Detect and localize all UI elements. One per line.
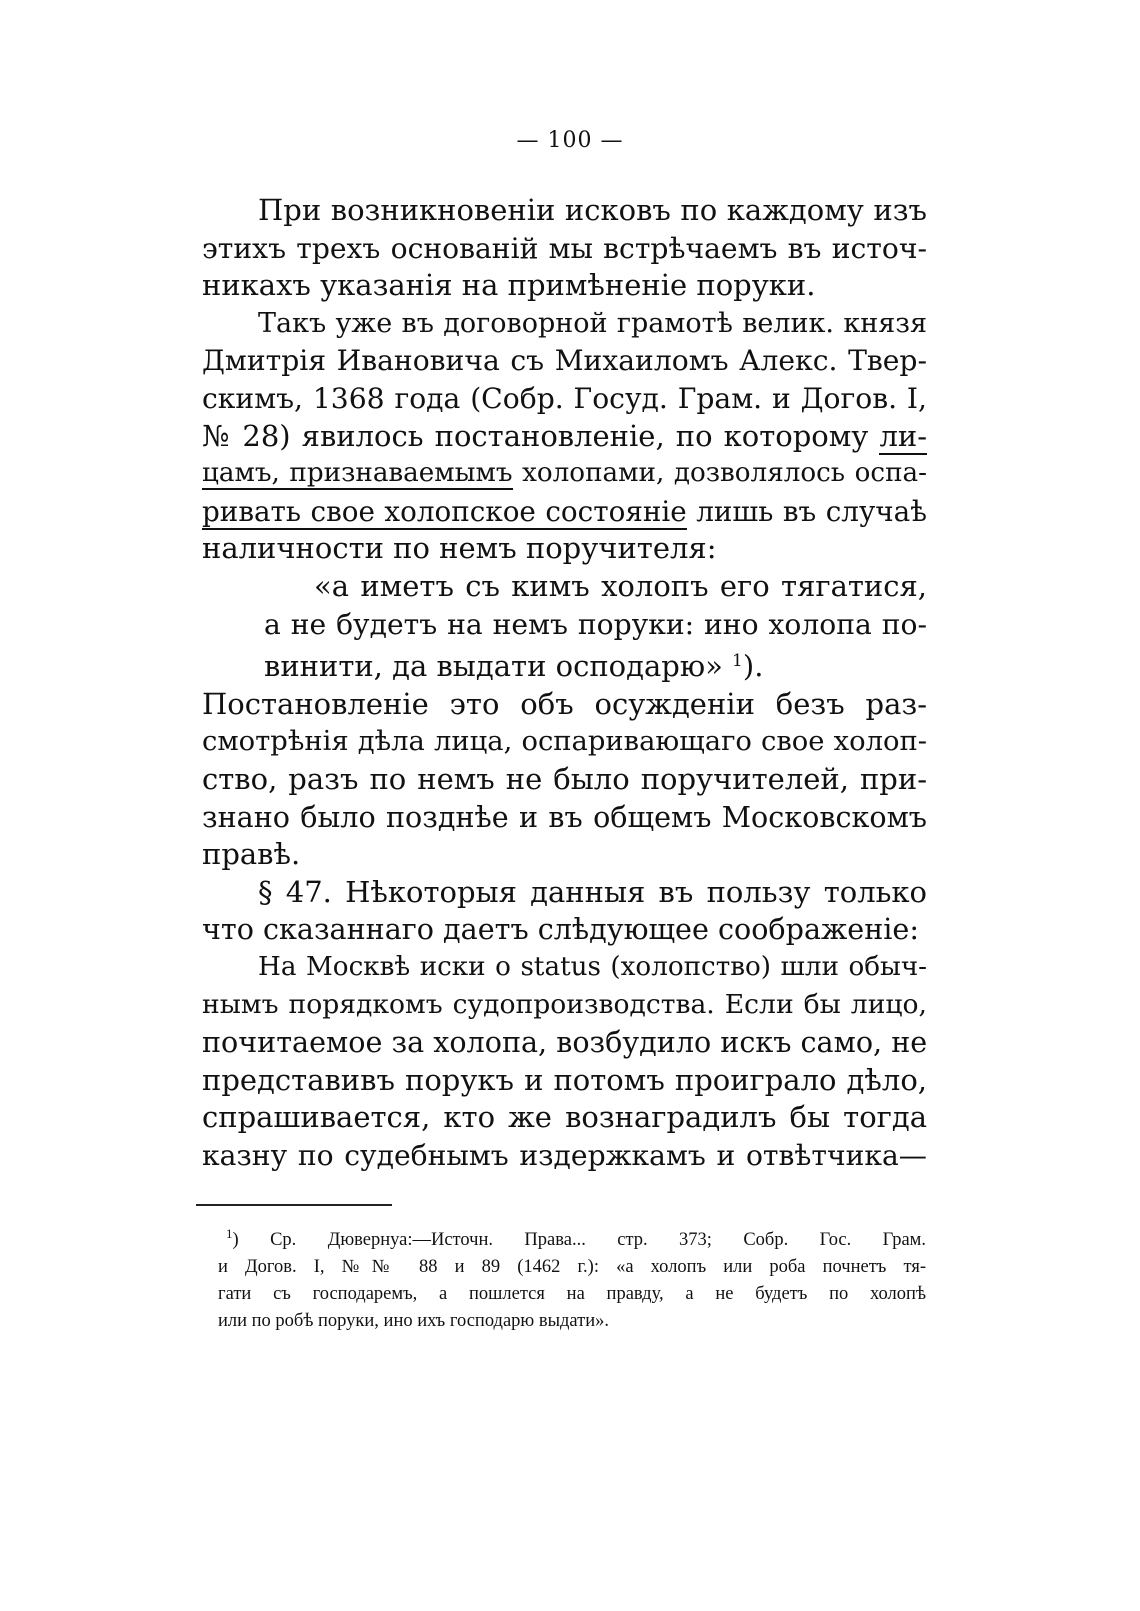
text-line	[202, 418, 927, 456]
text-line: ство, разъ по немъ не было поручителей, при-	[202, 761, 927, 796]
footnote-line: и Догов. I, №№ 88 и 89 (1462 г.): «а холопъ или роба почнетъ тя-	[218, 1257, 926, 1277]
text-line: нымъ порядкомъ судопроизводства. Если бы лицо,	[202, 989, 927, 1021]
text-line: При возникновеніи исковъ по каждому изъ	[258, 193, 927, 227]
footnote	[218, 1220, 926, 1335]
underlined-fragment: ривать свое холопское состояніе	[202, 494, 687, 528]
text-fragment: холопами, дозволялось оспа-	[512, 458, 927, 489]
text-line: знано было позднѣе и въ общемъ Московскомъ	[202, 799, 927, 834]
underlined-fragment: ли-	[879, 418, 927, 453]
quote-line: «а иметъ съ кимъ холопъ его тягатися,	[314, 568, 927, 603]
section-heading-line: § 47. Нѣкоторыя данныя въ пользу только	[258, 874, 927, 909]
text-line: Такъ уже въ договорной грамотѣ велик. князя	[258, 307, 927, 339]
text-fragment: винити, да выдати осподарю»	[264, 649, 723, 684]
quote-line	[202, 643, 927, 686]
text-line: наличности по немъ поручителя:	[202, 531, 717, 566]
text-fragment: ) Ср. Дювернуа:—Источн. Права... стр. 373; Собр. Гос. Грам.	[232, 1230, 926, 1250]
footnote-divider	[196, 1204, 392, 1206]
text-fragment: ).	[742, 649, 764, 684]
text-line	[202, 493, 927, 531]
text-line: смотрѣнія дѣла лица, оспаривающаго свое холоп-	[202, 726, 927, 758]
text-line: почитаемое за холопа, возбудило искъ само, не	[202, 1025, 927, 1060]
underlined-fragment: цамъ, признаваемымъ	[202, 458, 513, 489]
text-line: представивъ порукъ и потомъ проиграло дѣло,	[202, 1062, 927, 1097]
text-line: правѣ.	[202, 837, 301, 872]
page-number: — 100 —	[516, 128, 624, 153]
text-line: никахъ указанія на примѣненіе поруки.	[202, 268, 816, 303]
text-line: Постановленіе это объ осужденіи безъ раз-	[202, 686, 927, 721]
text-fragment: № 28) явилось постановленіе, по которому	[202, 418, 869, 453]
text-line: спрашивается, кто же вознаградилъ бы тогда	[202, 1100, 927, 1135]
quotation	[202, 568, 927, 686]
footnote-line: или по робѣ поруки, ино ихъ господарю выдати».	[218, 1311, 610, 1331]
main-text	[202, 192, 927, 1174]
paragraph-2	[202, 305, 927, 568]
paragraph-1	[202, 192, 927, 305]
footnote-marker: 1	[226, 1226, 233, 1241]
text-line	[202, 455, 927, 493]
footnote-line	[218, 1220, 926, 1254]
text-line: скимъ, 1368 года (Собр. Госуд. Грам. и Догов. I,	[202, 381, 927, 415]
footnote-line: гати съ господаремъ, а пошлется на правду, а не будетъ по холопѣ	[218, 1284, 926, 1304]
text-line: казну по судебнымъ издержкамъ и отвѣтчика—	[202, 1138, 927, 1172]
text-line: этихъ трехъ основаній мы встрѣчаемъ въ источ-	[202, 231, 927, 265]
footnote-ref: 1	[732, 651, 743, 672]
text-line: На Москвѣ иски о status (холопство) шли обыч-	[258, 951, 927, 982]
paragraph-5	[202, 949, 927, 1175]
text-line: что сказаннаго даетъ слѣдующее соображеніе:	[202, 912, 919, 947]
text-line: Дмитрія Ивановича съ Михаиломъ Алекс. Твер-	[202, 344, 927, 378]
paragraph-4	[202, 874, 927, 949]
text-fragment: лишь въ случаѣ	[686, 494, 927, 528]
paragraph-3	[202, 686, 927, 874]
quote-line: а не будетъ на немъ поруки: ино холопа по-	[264, 607, 927, 641]
